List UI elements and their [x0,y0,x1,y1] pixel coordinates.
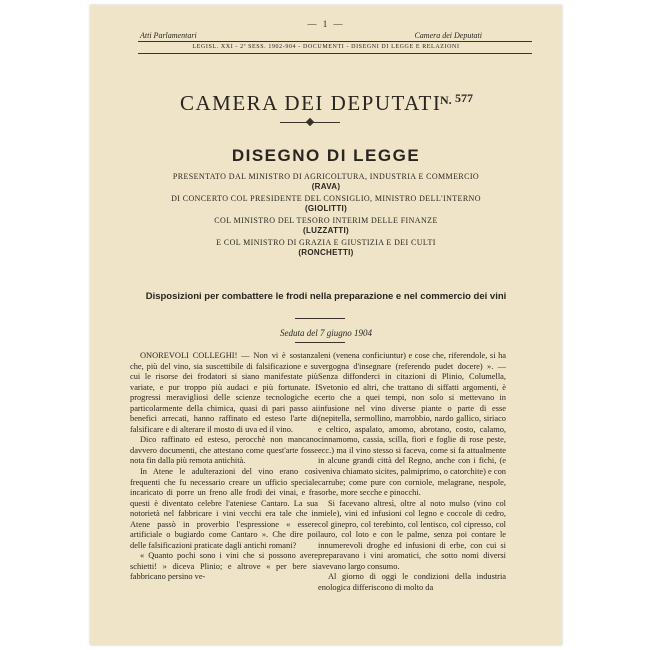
body-paragraph: Dico raffinato ed esteso, perocchè non mancano davvero documenti, che attestano come quest'arte fosse nota fin dalla più remota antichità. [130,435,318,466]
body-column-left [130,351,318,583]
presenter-line-4: E COL MINISTRO DI GRAZIA E GIUSTIZIA E DEI CULTI [216,238,436,247]
ornament-diamond [306,118,314,126]
presenter-name-3: (LUZZATTI) [303,226,349,235]
session-date: Seduta del 7 giugno 1904 [280,328,372,338]
body-paragraph: ONOREVOLI COLLEGHI! — Non vi è sostanza che, più del vino, sia suscettibile di falsificazione e su cui le risorse dei frodatori si siano manifestate più variate, e pur troppo più audaci e più fortunate. I progressi meravigliosi delle scienze tecnologiche e particolarmente della chimica, quasi di pari passo ai benefici arrecati, hanno raffinato ed esteso l'arte di falsificare e di alterare il mosto di uva ed il vino. [130,351,318,434]
page-title: CAMERA DEI DEPUTATI [180,91,442,115]
session-rule-bottom [295,342,345,343]
doc-number-label: N. [440,93,452,107]
presenter-name-2: (GIOLITTI) [304,204,348,213]
body-paragraph: leni (venena conficiuntur) e cose che, riferendole, si ha vergogna d'insegnare (referendo pudet docere) ». — Senza diffonderci in citazioni di Plinio, Columella, Svetonio ed altri, che trattano di siffatti argomenti, è certo che a quei tempi, non solo si mettevano in infusione nel vino diverse piante o parte di esse (nepitella, sermollino, marrobbio, nardo gallico, siriaco e celtico, aspalato, amomo, abrotano, costo, calamo, cinnamomo, cassia, scilla, fiori e foglie di rose peste, ecc.) ma il vino stesso si faceva, come si fa attualmente in alcune grandi città del Regno, anche con i fichi, (e veniva chiamato sicites, palmiprimo, o catorchite) e con carrube; come pure con corniole, melagrane, nespole, sorbe, more secche e pinocchi. [318,351,506,498]
presenter-line-3: COL MINISTRO DEL TESORO INTERIM DELLE FINANZE [214,216,438,225]
body-column-right [318,351,506,594]
presenter-line-1: PRESENTATO DAL MINISTRO DI AGRICOLTURA, INDUSTRIA E COMMERCIO [172,172,480,181]
header-left: Atti Parlamentari [140,31,197,40]
session-rule [295,318,345,319]
body-paragraph: Si facevano altresì, oltre al noto mulso (vino col miele), vini ed infusioni col legno e coccole di cedro, col ginepro, col terebinto, col lentisco, col cipresso, col lauro, col loto e con le palme, senza poi contare le innumerevoli droghe ed infusioni di erbe, con cui si preparavano i vini aromatici, che sotto nomi diversi avevano largo consumo. [318,498,506,571]
header-rule-top [138,41,532,42]
body-paragraph: « Quanto pochi sono i vini che si possono avere schietti! » diceva Plinio; e altrove « per bere si fabbricano persino ve- [130,551,318,582]
doc-number: 577 [455,91,473,105]
legislature-line: LEGISL. XXI - 2ª SESS. 1902-904 - DOCUMENTI - DISEGNI DI LEGGE E RELAZIONI [192,44,460,50]
header-right: Camera dei Deputati [414,31,482,40]
bill-heading: DISEGNO DI LEGGE [231,146,421,165]
bill-subject: Disposizioni per combattere le frodi nella preparazione e nel commercio dei vini [145,291,507,302]
body-paragraph: In Atene le adulterazioni del vino erano così frequenti che fu necessario creare un ufficio speciale incaricato di porre un freno alle frodi dei vinai, e fra questi è diventato celebre l'ateniese Cantaro. La sua notorietà nel fabbricare i vini vecchi era tale che in Atene passò in proverbio l'espressione « essere artificiale o bugiardo come Cantaro ». Che dire poi delle falsificazioni praticate dagli antichi romani? [130,467,318,550]
body-paragraph: Al giorno di oggi le condizioni della industria enologica differiscono di molto da [318,572,506,593]
page-number: — 1 — [307,19,345,29]
presenter-line-2: DI CONCERTO COL PRESIDENTE DEL CONSIGLIO, MINISTRO DELL'INTERNO [171,194,481,203]
header-rule-bottom [138,53,532,54]
presenter-name-4: (RONCHETTI) [298,248,354,257]
document-page [90,5,562,645]
presenter-name-1: (RAVA) [311,182,341,191]
